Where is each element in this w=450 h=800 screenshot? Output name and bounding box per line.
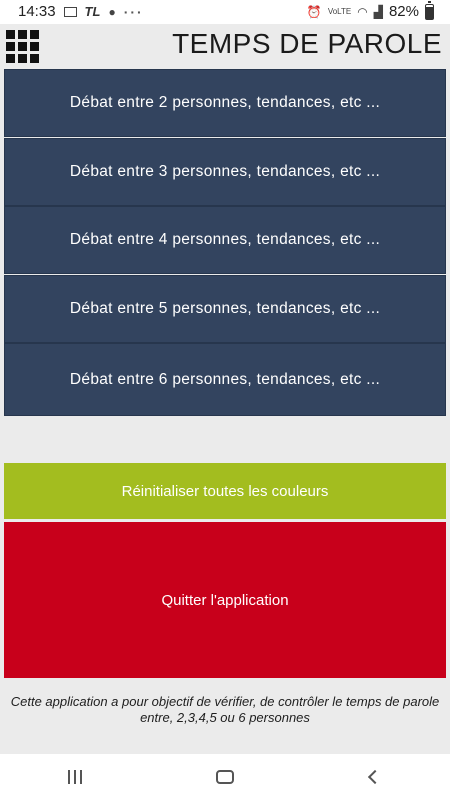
signal-icon: ▟ xyxy=(373,4,383,19)
wifi-icon: ◠ xyxy=(357,4,368,19)
battery-icon xyxy=(425,4,434,20)
status-time: 14:33 xyxy=(18,3,56,20)
status-bar xyxy=(0,0,450,24)
volte-icon: VoLTE xyxy=(327,7,352,16)
status-left xyxy=(18,3,144,20)
navigation-bar xyxy=(0,754,450,800)
page-title: TEMPS DE PAROLE xyxy=(172,28,442,59)
home-button[interactable] xyxy=(195,757,255,797)
battery-level xyxy=(426,7,433,18)
more-notifications-icon: ··· xyxy=(123,3,144,20)
grid-menu-icon[interactable] xyxy=(6,30,39,63)
facebook-icon: ● xyxy=(108,4,116,19)
carrier-label: TL xyxy=(84,4,101,19)
recents-button[interactable] xyxy=(45,757,105,797)
app-description: Cette application a pour objectif de vérifier, de contrôler le temps de parole entre, 2,3,4,5 ou 6 personnes xyxy=(10,694,440,725)
recents-icon xyxy=(68,770,82,784)
status-right xyxy=(307,3,434,20)
alarm-icon: ⏰ xyxy=(306,4,322,19)
app-header xyxy=(0,24,450,68)
debate-3-button[interactable]: Débat entre 3 personnes, tendances, etc ... xyxy=(4,138,446,206)
home-icon xyxy=(216,770,234,784)
debate-4-button[interactable]: Débat entre 4 personnes, tendances, etc ... xyxy=(4,206,446,274)
debate-6-button[interactable]: Débat entre 6 personnes, tendances, etc ... xyxy=(4,343,446,416)
debate-2-button[interactable]: Débat entre 2 personnes, tendances, etc ... xyxy=(4,69,446,137)
back-icon xyxy=(368,770,382,784)
reset-colors-button[interactable]: Réinitialiser toutes les couleurs xyxy=(4,463,446,519)
mail-icon xyxy=(64,7,77,17)
battery-percent: 82% xyxy=(388,3,419,20)
back-button[interactable] xyxy=(345,757,405,797)
quit-app-button[interactable]: Quitter l'application xyxy=(4,522,446,678)
debate-5-button[interactable]: Débat entre 5 personnes, tendances, etc ... xyxy=(4,275,446,343)
